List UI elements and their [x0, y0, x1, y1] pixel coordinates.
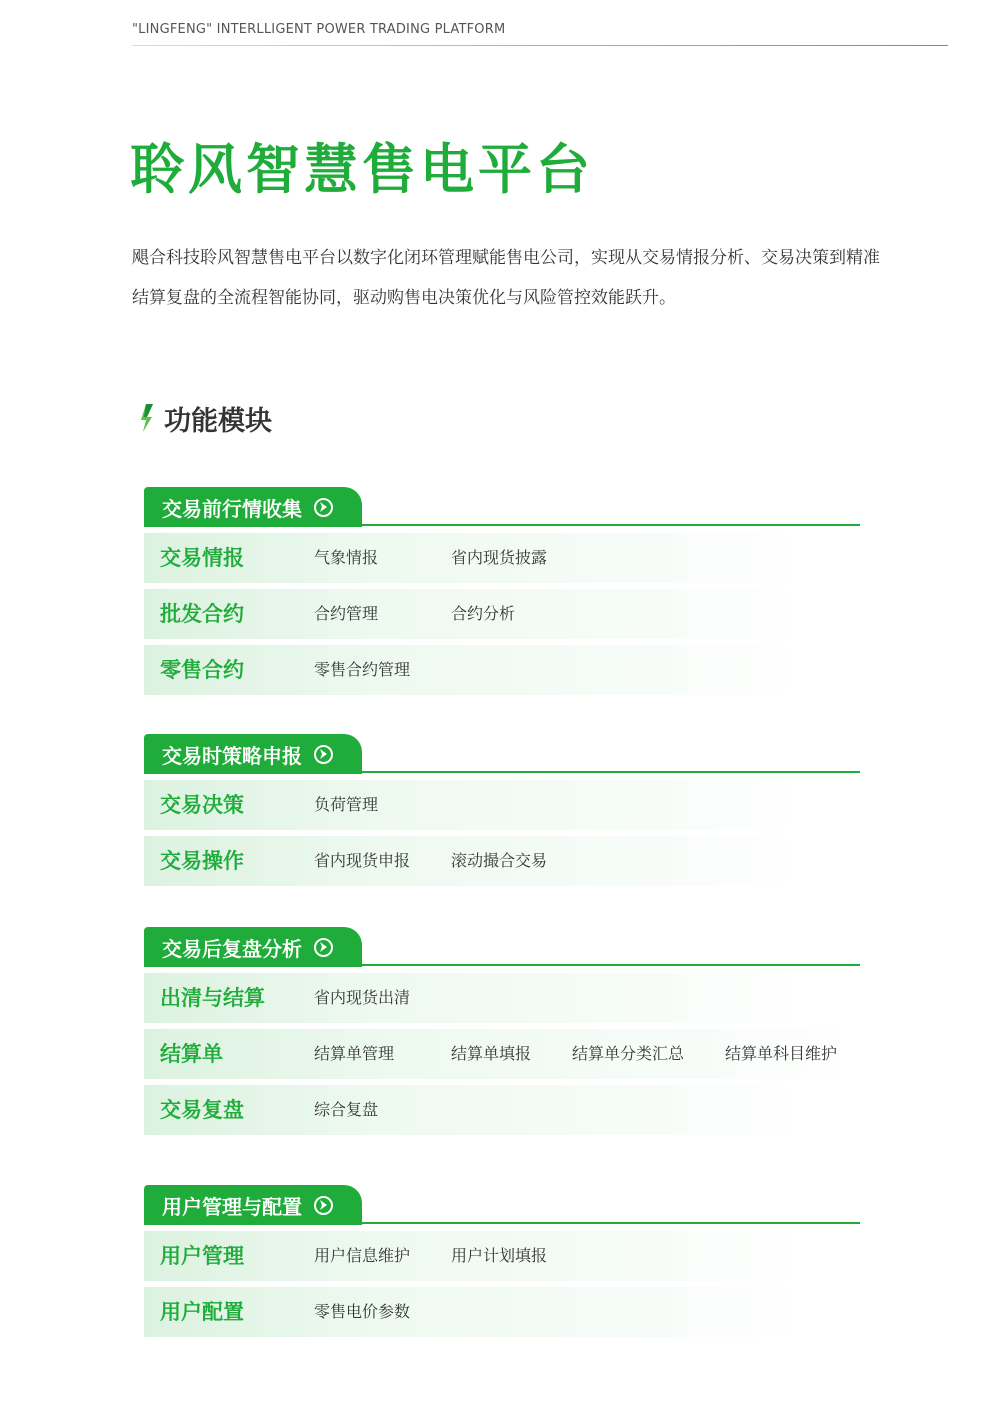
module-rule — [144, 964, 860, 966]
module-row — [144, 589, 804, 639]
module-title: 交易后复盘分析 — [162, 936, 302, 961]
module-tab[interactable] — [144, 1185, 362, 1225]
module-rule — [144, 1222, 860, 1224]
row-item[interactable]: 省内现货出清 — [314, 988, 411, 1007]
chevron-right-icon — [314, 938, 333, 957]
intro-line-2: 结算复盘的全流程智能协同，驱动购售电决策优化与风险管控效能跃升。 — [132, 288, 676, 308]
section-heading — [138, 398, 272, 438]
row-item[interactable]: 综合复盘 — [314, 1100, 379, 1119]
row-label: 交易情报 — [160, 546, 244, 570]
row-label: 零售合约 — [160, 658, 244, 682]
row-item[interactable]: 气象情报 — [314, 548, 379, 567]
module-pre-trade — [144, 487, 860, 695]
module-title: 交易前行情收集 — [162, 496, 302, 521]
module-header — [144, 734, 860, 774]
module-row — [144, 1231, 804, 1281]
module-user-management — [144, 1185, 860, 1337]
section-title: 功能模块 — [164, 405, 272, 437]
row-label: 交易操作 — [160, 849, 244, 873]
module-row — [144, 1029, 860, 1079]
row-label: 出清与结算 — [160, 986, 265, 1010]
module-tab[interactable] — [144, 734, 362, 774]
chevron-right-icon — [314, 745, 333, 764]
header-rule — [132, 45, 948, 46]
module-header — [144, 927, 860, 967]
row-item[interactable]: 负荷管理 — [314, 795, 379, 814]
lightning-icon — [138, 402, 158, 434]
row-item[interactable]: 滚动撮合交易 — [451, 851, 548, 870]
chevron-right-icon — [314, 1196, 333, 1215]
row-item[interactable]: 用户计划填报 — [451, 1246, 548, 1265]
intro-line-1: 飓合科技聆风智慧售电平台以数字化闭环管理赋能售电公司，实现从交易情报分析、交易决策到精准 — [132, 248, 880, 268]
module-row — [144, 645, 804, 695]
row-item[interactable]: 结算单填报 — [451, 1044, 532, 1063]
module-title: 用户管理与配置 — [162, 1194, 302, 1219]
module-tab[interactable] — [144, 487, 362, 527]
module-row — [144, 1085, 804, 1135]
row-item[interactable]: 省内现货披露 — [451, 548, 548, 567]
row-label: 交易决策 — [160, 793, 244, 817]
row-label: 结算单 — [160, 1042, 223, 1066]
module-row — [144, 1287, 804, 1337]
module-rule — [144, 524, 860, 526]
row-label: 批发合约 — [160, 602, 244, 626]
row-item[interactable]: 结算单分类汇总 — [572, 1044, 685, 1063]
row-item[interactable]: 合约分析 — [451, 604, 516, 623]
row-label: 用户管理 — [160, 1244, 244, 1268]
module-row — [144, 780, 804, 830]
module-in-trade — [144, 734, 860, 886]
module-row — [144, 973, 804, 1023]
page-title: 聆风智慧售电平台 — [130, 138, 594, 201]
row-label: 用户配置 — [160, 1300, 244, 1324]
row-item[interactable]: 结算单科目维护 — [725, 1044, 838, 1063]
row-item[interactable]: 结算单管理 — [314, 1044, 395, 1063]
module-header — [144, 1185, 860, 1225]
row-item[interactable]: 用户信息维护 — [314, 1246, 411, 1265]
row-item[interactable]: 合约管理 — [314, 604, 379, 623]
module-post-trade — [144, 927, 860, 1135]
module-title: 交易时策略申报 — [162, 743, 302, 768]
header-text: "LINGFENG" INTERLLIGENT POWER TRADING PLATFORM — [132, 22, 506, 37]
module-tab[interactable] — [144, 927, 362, 967]
module-header — [144, 487, 860, 527]
module-rule — [144, 771, 860, 773]
row-item[interactable]: 零售合约管理 — [314, 660, 411, 679]
row-label: 交易复盘 — [160, 1098, 244, 1122]
intro-paragraph — [132, 238, 912, 318]
row-item[interactable]: 省内现货申报 — [314, 851, 411, 870]
module-row — [144, 533, 804, 583]
chevron-right-icon — [314, 498, 333, 517]
row-item[interactable]: 零售电价参数 — [314, 1302, 411, 1321]
module-row — [144, 836, 804, 886]
